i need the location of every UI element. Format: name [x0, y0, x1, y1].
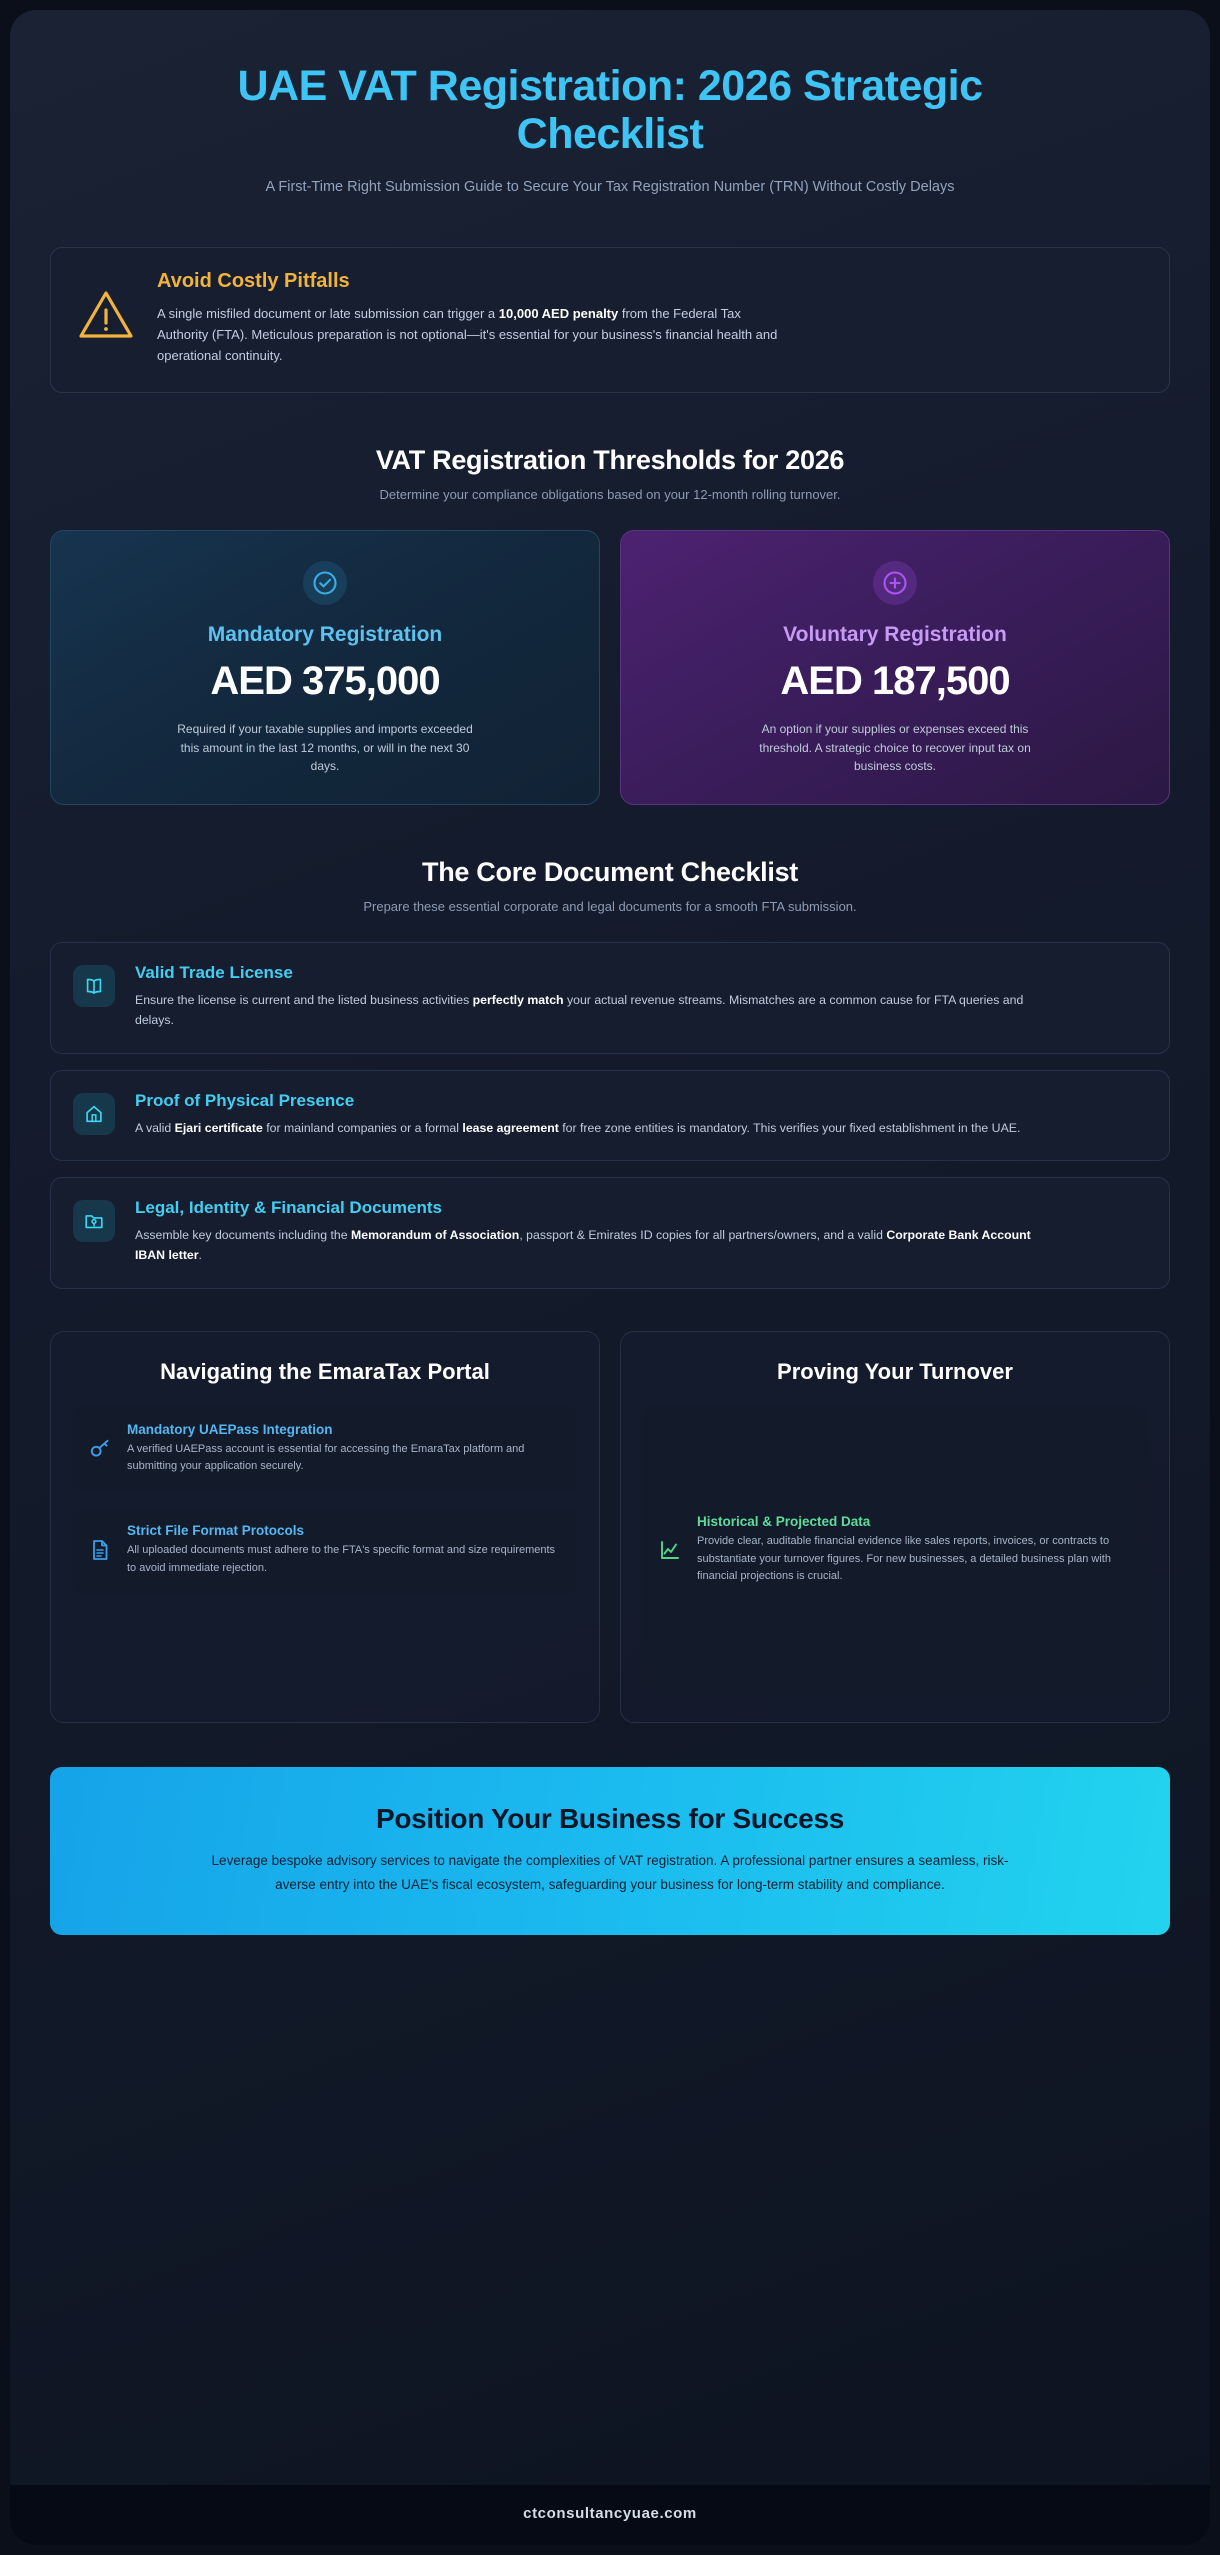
subcard-text-file-format: All uploaded documents must adhere to the FTA's specific format and size requirements to avoid immediate rejection. — [127, 1544, 556, 1574]
ck2-b2: Corporate Bank Account IBAN letter — [135, 1228, 1031, 1263]
document-lines-icon — [87, 1538, 113, 1562]
panel-proving-turnover — [620, 1331, 1170, 1723]
hero-section — [50, 48, 1170, 199]
warning-text-a: A single misfiled document or late submission can trigger a — [157, 305, 499, 321]
threshold-desc-mandatory: Required if your taxable supplies and imports exceeded this amount in the last 12 months, or will in the next 30 days. — [177, 721, 473, 774]
subcard-uaepass — [73, 1406, 577, 1494]
ck1-a: A valid — [135, 1120, 175, 1135]
page-subtitle: A First-Time Right Submission Guide to Secure Your Tax Registration Number (TRN) Without Costly Delays — [265, 179, 955, 196]
ck2-b: , passport & Emirates ID copies for all partners/owners, and a valid — [519, 1228, 887, 1243]
panel-heading-emaratax: Navigating the EmaraTax Portal — [160, 1359, 490, 1385]
threshold-title-mandatory: Mandatory Registration — [207, 622, 443, 646]
ck2-c: . — [198, 1248, 202, 1263]
ck1-b2: lease agreement — [462, 1120, 559, 1135]
panel-heading-turnover: Proving Your Turnover — [777, 1359, 1013, 1385]
thresholds-subheading: Determine your compliance obligations based on your 12-month rolling turnover. — [379, 486, 841, 502]
checklist-items — [50, 942, 1170, 1290]
folder-key-icon — [73, 1200, 115, 1242]
ck0-b: your actual revenue streams. Mismatches are a common cause for FTA queries and delays. — [135, 992, 1024, 1027]
ck0-b1: perfectly match — [472, 992, 564, 1007]
subcard-title-historical-data: Historical & Projected Data — [697, 1514, 871, 1530]
checklist-item-legal-documents — [50, 1177, 1170, 1289]
check-circle-icon — [303, 561, 347, 605]
threshold-card-voluntary — [620, 530, 1170, 805]
subcard-body-file-format — [127, 1523, 561, 1577]
checklist-text-trade-license — [135, 991, 1035, 1031]
checklist-body-physical-presence — [135, 1091, 1020, 1139]
checklist-title-physical-presence: Proof of Physical Presence — [135, 1090, 355, 1110]
checklist-title-legal-documents: Legal, Identity & Financial Documents — [135, 1198, 442, 1218]
open-book-icon — [73, 965, 115, 1007]
subcard-title-uaepass: Mandatory UAEPass Integration — [127, 1421, 333, 1437]
ck2-b1: Memorandum of Association — [351, 1228, 520, 1243]
panel-emaratax-portal — [50, 1331, 600, 1723]
checklist-text-physical-presence — [135, 1119, 1020, 1139]
threshold-title-voluntary: Voluntary Registration — [783, 622, 1007, 646]
ck2-a: Assemble key documents including the — [135, 1228, 351, 1243]
warning-heading: Avoid Costly Pitfalls — [157, 269, 350, 292]
checklist-heading-block — [50, 857, 1170, 914]
footer — [10, 2485, 1210, 2545]
subcard-title-file-format: Strict File Format Protocols — [127, 1523, 305, 1539]
detail-panels — [50, 1331, 1170, 1723]
cta-banner — [50, 1767, 1170, 1935]
checklist-body-legal-documents — [135, 1198, 1035, 1266]
footer-site-link[interactable]: ctconsultancyuae.com — [523, 2505, 697, 2522]
threshold-amount-voluntary: AED 187,500 — [780, 658, 1010, 703]
line-chart-icon — [657, 1538, 683, 1562]
checklist-text-legal-documents — [135, 1226, 1035, 1266]
subcard-historical-data — [643, 1406, 1147, 1696]
infographic-frame — [10, 10, 1210, 2545]
subcard-text-uaepass: A verified UAEPass account is essential for accessing the EmaraTax platform and submitting your application securely. — [127, 1442, 525, 1473]
checklist-heading: The Core Document Checklist — [422, 856, 798, 887]
page-title: UAE VAT Registration: 2026 Strategic Checklist — [237, 62, 983, 159]
thresholds-heading: VAT Registration Thresholds for 2026 — [375, 444, 845, 475]
subcard-body-uaepass — [127, 1422, 561, 1476]
warning-text-b: from the Federal Tax Authority (FTA). Meticulous preparation is not optional—it's essential for your business's financial health and operational continuity. — [157, 305, 778, 363]
checklist-item-trade-license — [50, 942, 1170, 1054]
threshold-cards — [50, 530, 1170, 805]
warning-penalty: 10,000 AED penalty — [498, 305, 619, 321]
subcard-file-format — [73, 1507, 577, 1595]
infographic-content — [10, 10, 1210, 2447]
home-building-icon — [73, 1093, 115, 1135]
warning-triangle-icon — [77, 270, 135, 347]
subcard-body-historical-data — [697, 1514, 1131, 1585]
plus-circle-icon — [873, 561, 917, 605]
cta-body: Leverage bespoke advisory services to navigate the complexities of VAT registration. A professional partner ensures a seamless, risk-averse entry into the UAE's fiscal ecosystem, safeguarding your business for long-term stability and compliance. — [211, 1852, 1009, 1892]
warning-callout — [50, 247, 1170, 393]
threshold-amount-mandatory: AED 375,000 — [210, 658, 440, 703]
ck1-c: for free zone entities is mandatory. This verifies your fixed establishment in the UAE. — [558, 1120, 1021, 1135]
cta-heading: Position Your Business for Success — [375, 1802, 844, 1834]
checklist-item-physical-presence — [50, 1070, 1170, 1162]
warning-text — [157, 303, 787, 366]
warning-body — [157, 270, 787, 366]
ck0-a: Ensure the license is current and the listed business activities — [135, 992, 473, 1007]
checklist-body-trade-license — [135, 963, 1035, 1031]
panel-subcards-turnover — [643, 1406, 1147, 1696]
threshold-card-mandatory — [50, 530, 600, 805]
key-icon — [87, 1437, 113, 1461]
subcard-text-historical-data: Provide clear, auditable financial evidence like sales reports, invoices, or contracts to substantiate your turnover figures. For new businesses, a detailed business plan with financial projections is crucial. — [697, 1535, 1111, 1582]
thresholds-heading-block — [50, 445, 1170, 502]
checklist-subheading: Prepare these essential corporate and legal documents for a smooth FTA submission. — [363, 898, 857, 914]
ck1-b1: Ejari certificate — [174, 1120, 263, 1135]
ck1-b: for mainland companies or a formal — [262, 1120, 463, 1135]
panel-subcards-emaratax — [73, 1406, 577, 1596]
checklist-title-trade-license: Valid Trade License — [135, 962, 293, 982]
threshold-desc-voluntary: An option if your supplies or expenses exceed this threshold. A strategic choice to recover input tax on business costs. — [759, 721, 1031, 774]
